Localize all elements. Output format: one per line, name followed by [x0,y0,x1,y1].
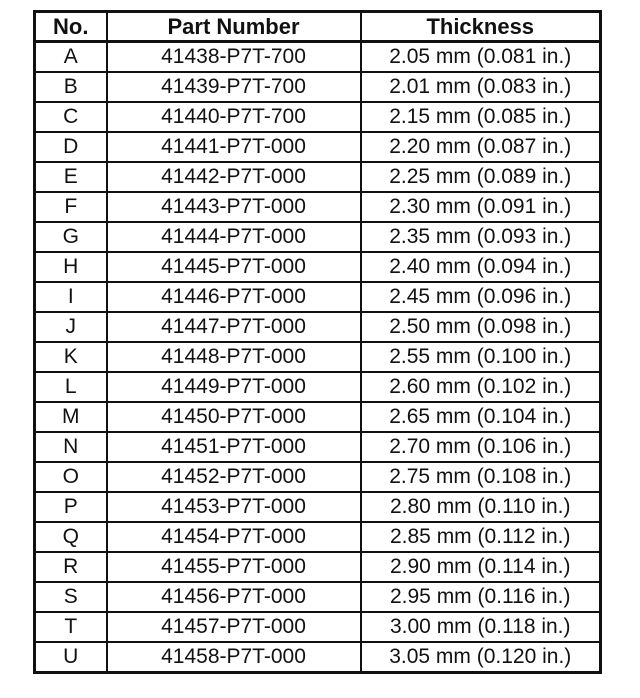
cell-no: K [35,342,107,372]
table-row [35,312,601,342]
cell-thickness: 2.60 mm (0.102 in.) [361,372,601,402]
cell-thickness: 2.50 mm (0.098 in.) [361,312,601,342]
header-no: No. [35,12,107,42]
cell-thickness: 2.80 mm (0.110 in.) [361,492,601,522]
cell-no: L [35,372,107,402]
table-row [35,102,601,132]
cell-no: H [35,252,107,282]
cell-no: C [35,102,107,132]
cell-thickness: 3.00 mm (0.118 in.) [361,612,601,642]
table-row [35,642,601,673]
cell-part-number: 41450-P7T-000 [107,402,361,432]
cell-part-number: 41444-P7T-000 [107,222,361,252]
table-row [35,252,601,282]
table-row [35,582,601,612]
table-row [35,432,601,462]
cell-part-number: 41451-P7T-000 [107,432,361,462]
cell-thickness: 2.20 mm (0.087 in.) [361,132,601,162]
table-row [35,42,601,73]
cell-thickness: 2.45 mm (0.096 in.) [361,282,601,312]
table-row [35,612,601,642]
cell-part-number: 41445-P7T-000 [107,252,361,282]
cell-part-number: 41449-P7T-000 [107,372,361,402]
table-row [35,372,601,402]
cell-part-number: 41458-P7T-000 [107,642,361,673]
cell-thickness: 2.70 mm (0.106 in.) [361,432,601,462]
cell-thickness: 2.01 mm (0.083 in.) [361,72,601,102]
cell-part-number: 41454-P7T-000 [107,522,361,552]
cell-no: I [35,282,107,312]
cell-part-number: 41446-P7T-000 [107,282,361,312]
table-row [35,522,601,552]
cell-thickness: 2.15 mm (0.085 in.) [361,102,601,132]
cell-part-number: 41440-P7T-700 [107,102,361,132]
cell-part-number: 41438-P7T-700 [107,42,361,73]
cell-part-number: 41442-P7T-000 [107,162,361,192]
cell-part-number: 41448-P7T-000 [107,342,361,372]
cell-no: T [35,612,107,642]
cell-no: S [35,582,107,612]
cell-part-number: 41452-P7T-000 [107,462,361,492]
cell-no: E [35,162,107,192]
cell-part-number: 41455-P7T-000 [107,552,361,582]
cell-thickness: 3.05 mm (0.120 in.) [361,642,601,673]
header-part-number: Part Number [107,12,361,42]
table-row [35,462,601,492]
cell-part-number: 41453-P7T-000 [107,492,361,522]
table-row [35,342,601,372]
table-row [35,132,601,162]
cell-thickness: 2.35 mm (0.093 in.) [361,222,601,252]
table-header [35,12,601,42]
cell-no: F [35,192,107,222]
cell-no: B [35,72,107,102]
cell-no: U [35,642,107,673]
cell-thickness: 2.95 mm (0.116 in.) [361,582,601,612]
cell-no: O [35,462,107,492]
cell-thickness: 2.30 mm (0.091 in.) [361,192,601,222]
cell-part-number: 41443-P7T-000 [107,192,361,222]
cell-no: J [35,312,107,342]
table-row [35,222,601,252]
table-row [35,492,601,522]
cell-thickness: 2.85 mm (0.112 in.) [361,522,601,552]
cell-no: N [35,432,107,462]
cell-part-number: 41439-P7T-700 [107,72,361,102]
header-row [35,12,601,42]
cell-thickness: 2.75 mm (0.108 in.) [361,462,601,492]
cell-no: R [35,552,107,582]
shim-thickness-table [33,10,602,674]
cell-thickness: 2.55 mm (0.100 in.) [361,342,601,372]
cell-part-number: 41457-P7T-000 [107,612,361,642]
cell-part-number: 41447-P7T-000 [107,312,361,342]
cell-part-number: 41456-P7T-000 [107,582,361,612]
table-row [35,552,601,582]
cell-no: Q [35,522,107,552]
cell-no: M [35,402,107,432]
cell-thickness: 2.25 mm (0.089 in.) [361,162,601,192]
table-row [35,192,601,222]
cell-no: D [35,132,107,162]
table-row [35,282,601,312]
cell-thickness: 2.40 mm (0.094 in.) [361,252,601,282]
table-body [35,42,601,673]
cell-thickness: 2.90 mm (0.114 in.) [361,552,601,582]
cell-part-number: 41441-P7T-000 [107,132,361,162]
cell-thickness: 2.05 mm (0.081 in.) [361,42,601,73]
table-row [35,72,601,102]
table-row [35,162,601,192]
cell-no: G [35,222,107,252]
table-row [35,402,601,432]
cell-no: P [35,492,107,522]
cell-thickness: 2.65 mm (0.104 in.) [361,402,601,432]
header-thickness: Thickness [361,12,601,42]
cell-no: A [35,42,107,73]
